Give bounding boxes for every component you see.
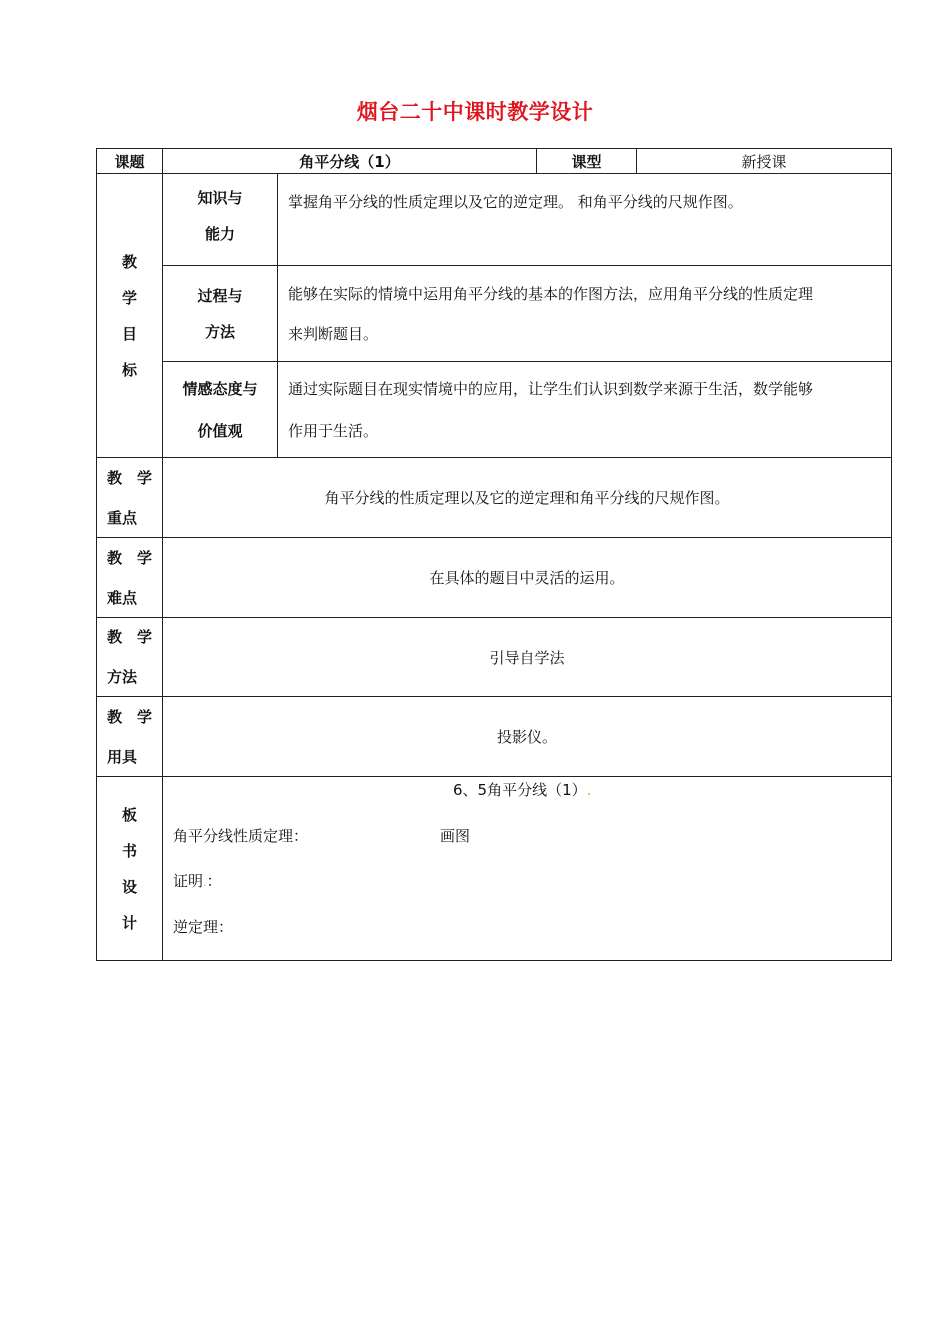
section-row-tools (97, 697, 892, 777)
objective-content-knowledge: 掌握角平分线的性质定理以及它的逆定理。 和角平分线的尺规作图。 (278, 174, 892, 266)
difficulties-content: 在具体的题目中灵活的运用。 (163, 538, 892, 618)
objective-sub-knowledge: 知识与 能力 (163, 174, 278, 266)
board-design-row (97, 777, 892, 961)
method-content: 引导自学法 (163, 618, 892, 697)
board-converse-line: 逆定理： (173, 918, 234, 936)
topic-label: 课题 (97, 149, 163, 174)
objective-sub-process: 过程与 方法 (163, 266, 278, 362)
section-row-difficulties (97, 538, 892, 618)
topic-value: 角平分线（1） (163, 149, 537, 174)
objective-row-knowledge (97, 174, 892, 266)
objective-content-attitude: 通过实际题目在现实情境中的应用，让学生们认识到数学来源于生活，数学能够 作用于生活。 (278, 362, 892, 458)
header-row (97, 149, 892, 174)
board-design-content (163, 777, 892, 961)
tools-content: 投影仪。 (163, 697, 892, 777)
document-title: 烟台二十中课时教学设计 (356, 100, 594, 124)
objective-row-attitude (97, 362, 892, 458)
key-points-content: 角平分线的性质定理以及它的逆定理和角平分线的尺规作图。 (163, 458, 892, 538)
lesson-type-label: 课型 (537, 149, 637, 174)
board-heading: 6、5角平分线（1）. (453, 781, 592, 799)
lesson-type-value: 新授课 (637, 149, 892, 174)
board-drawing-line: 画图 (440, 827, 471, 845)
board-proof-line: 证明.： (173, 872, 222, 890)
section-row-key-points (97, 458, 892, 538)
objective-sub-attitude: 情感态度与 价值观 (163, 362, 278, 458)
board-theorem-line: 角平分线性质定理： (173, 827, 309, 845)
objective-row-process (97, 266, 892, 362)
method-label: 教 学 方法 (97, 618, 163, 697)
tools-label: 教 学 用具 (97, 697, 163, 777)
difficulties-label: 教 学 难点 (97, 538, 163, 618)
section-row-method (97, 618, 892, 697)
board-design-label: 板 书 设 计 (97, 777, 163, 961)
objective-content-process: 能够在实际的情境中运用角平分线的基本的作图方法，应用角平分线的性质定理 来判断题目。 (278, 266, 892, 362)
key-points-label: 教 学 重点 (97, 458, 163, 538)
lesson-plan-table (96, 148, 892, 961)
objectives-label: 教 学 目 标 (97, 174, 163, 458)
